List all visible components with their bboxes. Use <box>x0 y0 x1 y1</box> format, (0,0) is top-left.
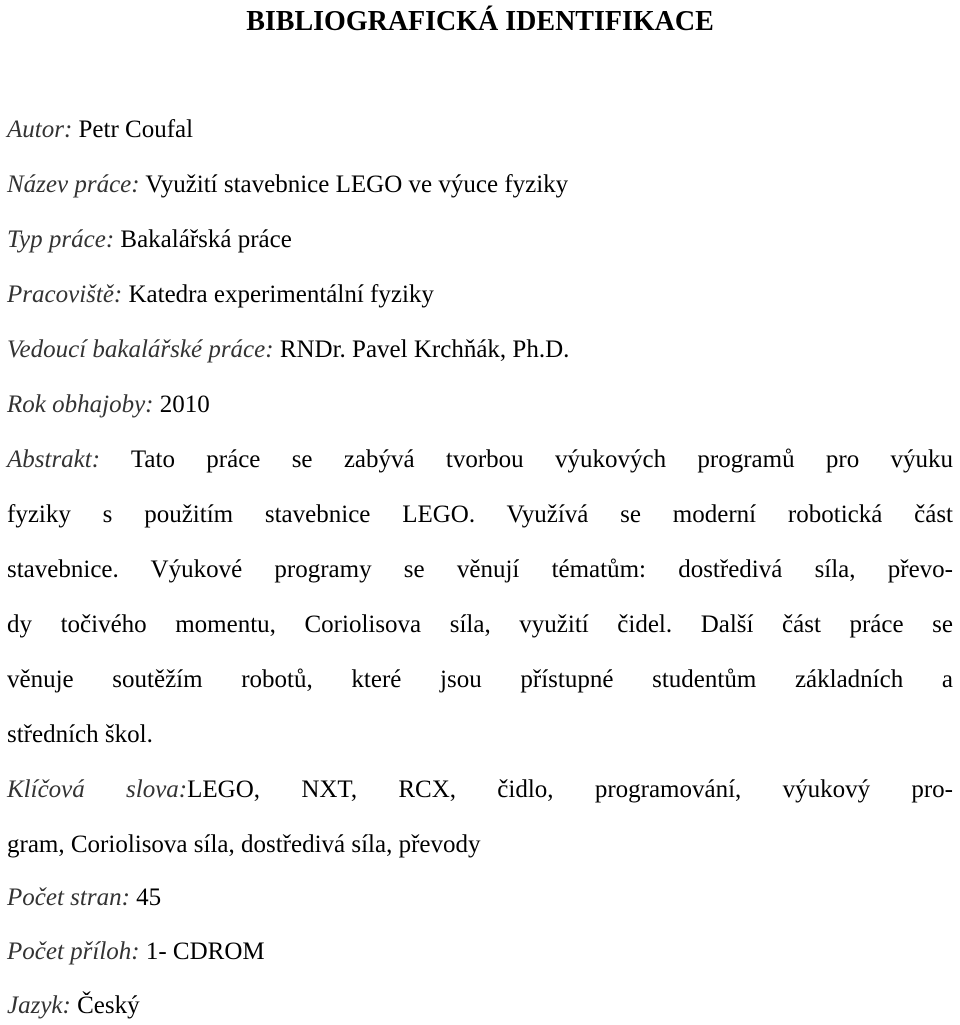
supervisor-value: RNDr. Pavel Krchňák, Ph.D. <box>279 336 570 363</box>
department-row <box>7 278 953 312</box>
abstract-line: středních škol. <box>7 721 153 748</box>
year-value: 2010 <box>159 391 210 418</box>
type-label: Typ práce: <box>7 226 115 253</box>
thesis-title-label: Název práce: <box>7 171 140 198</box>
year-row <box>7 388 953 422</box>
pages-value: 45 <box>136 884 162 911</box>
abstract-text: Tato práce se zabývá tvorbou výukových programů pro výuku <box>130 446 953 473</box>
keywords-text: LEGO, NXT, RCX, čidlo, programování, výukový pro- <box>187 776 954 803</box>
pages-row <box>7 881 953 915</box>
abstract-label: Abstrakt: <box>7 446 101 473</box>
author-label: Autor: <box>7 116 73 143</box>
language-label: Jazyk: <box>7 992 71 1019</box>
type-value: Bakalářská práce <box>120 226 292 253</box>
supervisor-row <box>7 333 953 367</box>
abstract-line: fyziky s použitím stavebnice LEGO. Využívá se moderní robotická část <box>7 501 953 528</box>
attachments-row <box>7 935 953 969</box>
language-value: Český <box>77 992 140 1019</box>
abstract-line <box>7 443 953 477</box>
department-value: Katedra experimentální fyziky <box>128 281 434 308</box>
keywords-line <box>7 773 953 807</box>
type-row <box>7 223 953 257</box>
abstract-line: stavebnice. Výukové programy se věnují tématům: dostředivá síla, převo- <box>7 556 953 583</box>
pages-label: Počet stran: <box>7 884 130 911</box>
department-label: Pracoviště: <box>7 281 123 308</box>
author-value: Petr Coufal <box>78 116 194 143</box>
page-title: BIBLIOGRAFICKÁ IDENTIFIKACE <box>246 6 714 37</box>
year-label: Rok obhajoby: <box>7 391 154 418</box>
language-row <box>7 989 953 1023</box>
thesis-title-row <box>7 168 953 202</box>
keywords-line: gram, Coriolisova síla, dostředivá síla, převody <box>7 831 481 858</box>
author-row <box>7 113 953 147</box>
attachments-value: 1- CDROM <box>145 938 265 965</box>
abstract-line: věnuje soutěžím robotů, které jsou přístupné studentům základních a <box>7 666 953 693</box>
abstract-line: dy točivého momentu, Coriolisova síla, využití čidel. Další část práce se <box>7 611 953 638</box>
thesis-title-value: Využití stavebnice LEGO ve výuce fyziky <box>145 171 569 198</box>
keywords-label: Klíčová slova: <box>7 776 188 803</box>
attachments-label: Počet příloh: <box>7 938 140 965</box>
supervisor-label: Vedoucí bakalářské práce: <box>7 336 274 363</box>
